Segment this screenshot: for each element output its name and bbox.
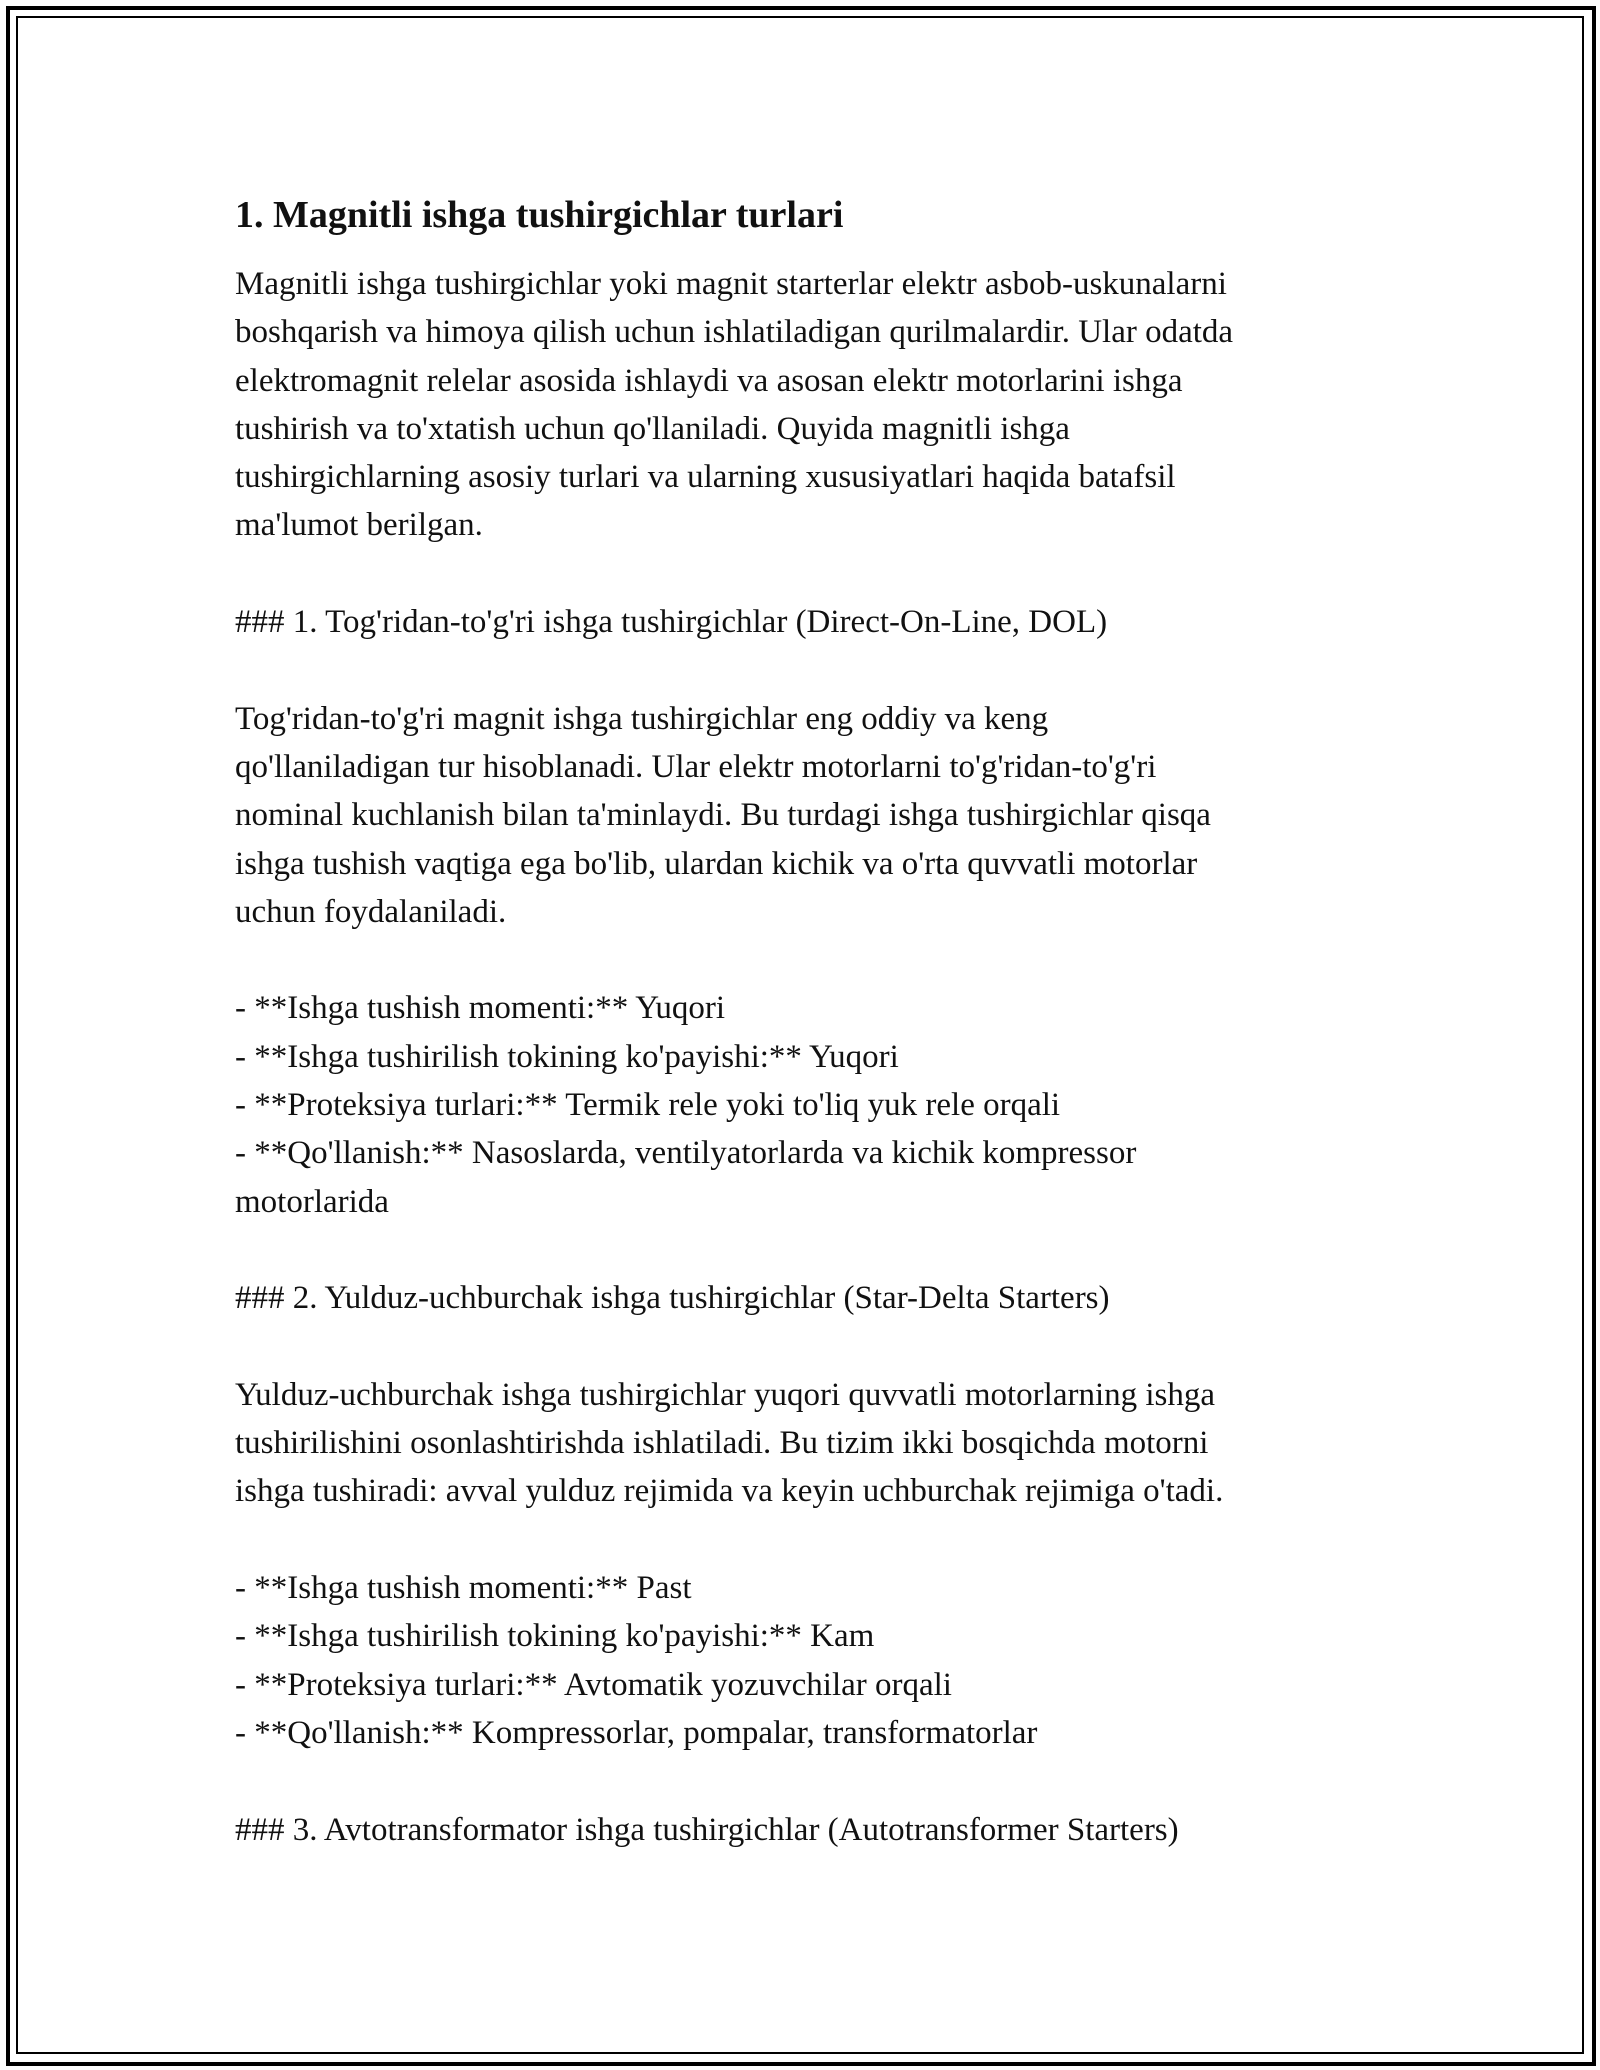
list-item-line: - **Ishga tushish momenti:** Past (235, 1570, 692, 1607)
blank-line (235, 1516, 1365, 1564)
blank-line (235, 550, 1365, 598)
section-heading-line: ### 1. Tog'ridan-to'g'ri ishga tushirgichlar (Direct-On-Line, DOL) (235, 604, 1108, 641)
text-line: motorlarida (235, 1183, 389, 1220)
blank-line (235, 1226, 1365, 1274)
text-line: tushirilishini osonlashtirishda ishlatiladi. Bu tizim ikki bosqichda motorni (235, 1425, 1209, 1462)
list-item-line: - **Ishga tushirilish tokining ko'payishi:** Kam (235, 1618, 875, 1655)
document-text (235, 260, 1365, 1854)
text-line: ishga tushish vaqtiga ega bo'lib, ulardan kichik va o'rta quvvatli motorlar (235, 845, 1198, 882)
section-heading-line: ### 2. Yulduz-uchburchak ishga tushirgichlar (Star-Delta Starters) (235, 1280, 1110, 1317)
blank-line (235, 1757, 1365, 1805)
text-line: Tog'ridan-to'g'ri magnit ishga tushirgichlar eng oddiy va keng (235, 700, 1049, 737)
list-item-line: - **Ishga tushirilish tokining ko'payishi:** Yuqori (235, 1038, 899, 1075)
list-item-line: - **Qo'llanish:** Nasoslarda, ventilyatorlarda va kichik kompressor (235, 1135, 1137, 1172)
text-line: uchun foydalaniladi. (235, 893, 507, 930)
text-line: tushirish va to'xtatish uchun qo'llaniladi. Quyida magnitli ishga (235, 410, 1070, 447)
text-line: boshqarish va himoya qilish uchun ishlatiladigan qurilmalardir. Ular odatda (235, 314, 1234, 351)
text-line: elektromagnit relelar asosida ishlaydi va asosan elektr motorlarini ishga (235, 362, 1183, 399)
list-item-line: - **Qo'llanish:** Kompressorlar, pompalar, transformatorlar (235, 1714, 1038, 1751)
text-line: ishga tushiradi: avval yulduz rejimida va keyin uchburchak rejimiga o'tadi. (235, 1473, 1224, 1510)
text-line: nominal kuchlanish bilan ta'minlaydi. Bu turdagi ishga tushirgichlar qisqa (235, 797, 1211, 834)
text-line: tushirgichlarning asosiy turlari va ularning xususiyatlari haqida batafsil (235, 459, 1176, 496)
list-item-line: - **Proteksiya turlari:** Avtomatik yozuvchilar orqali (235, 1666, 952, 1703)
list-item-line: - **Ishga tushish momenti:** Yuqori (235, 990, 726, 1027)
document-title: 1. Magnitli ishga tushirgichlar turlari (235, 194, 844, 236)
text-line: Yulduz-uchburchak ishga tushirgichlar yuqori quvvatli motorlarning ishga (235, 1376, 1216, 1413)
section-heading-line: ### 3. Avtotransformator ishga tushirgichlar (Autotransformer Starters) (235, 1811, 1179, 1848)
text-line: ma'lumot berilgan. (235, 507, 483, 544)
list-item-line: - **Proteksiya turlari:** Termik rele yoki to'liq yuk rele orqali (235, 1087, 1061, 1124)
document-body (235, 188, 1365, 1854)
text-line: qo'llaniladigan tur hisoblanadi. Ular elektr motorlarni to'g'ridan-to'g'ri (235, 748, 1157, 785)
blank-line (235, 1323, 1365, 1371)
blank-line (235, 646, 1365, 694)
blank-line (235, 936, 1365, 984)
text-line: Magnitli ishga tushirgichlar yoki magnit starterlar elektr asbob-uskunalarni (235, 266, 1227, 302)
